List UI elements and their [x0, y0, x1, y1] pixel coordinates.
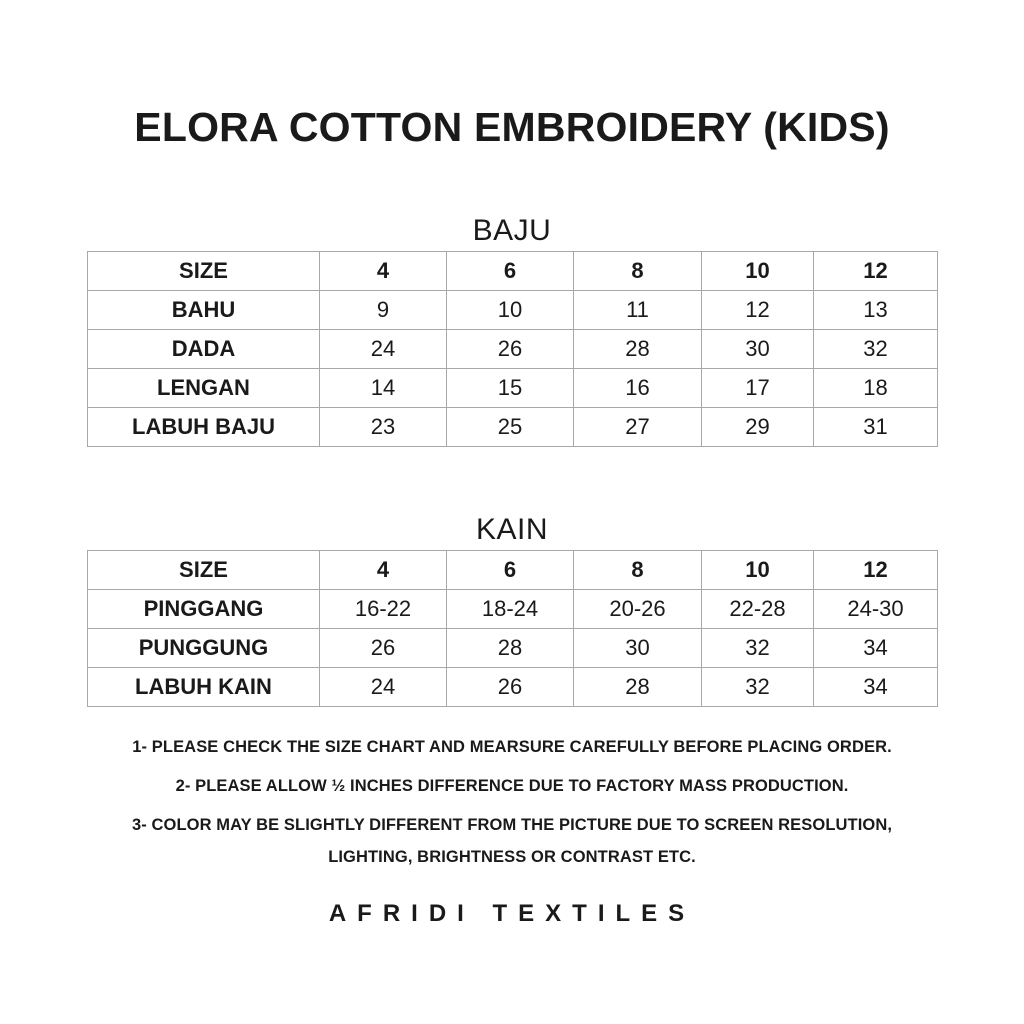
header-cell: 4 — [320, 551, 447, 590]
row-label: DADA — [88, 330, 320, 369]
table-cell: 28 — [447, 629, 574, 668]
table-row — [88, 330, 938, 369]
table-row — [88, 369, 938, 408]
table-cell: 11 — [574, 291, 702, 330]
table-cell: 31 — [814, 408, 938, 447]
header-cell: 12 — [814, 252, 938, 291]
table-cell: 20-26 — [574, 590, 702, 629]
table-row — [88, 629, 938, 668]
table-cell: 18 — [814, 369, 938, 408]
header-cell: SIZE — [88, 252, 320, 291]
header-cell: 10 — [702, 551, 814, 590]
header-cell: 12 — [814, 551, 938, 590]
table-cell: 30 — [574, 629, 702, 668]
header-cell: SIZE — [88, 551, 320, 590]
table-cell: 26 — [447, 330, 574, 369]
kain-section-title: KAIN — [475, 513, 549, 546]
table-cell: 22-28 — [702, 590, 814, 629]
row-label: PUNGGUNG — [88, 629, 320, 668]
row-label: LABUH KAIN — [88, 668, 320, 707]
table-cell: 28 — [574, 330, 702, 369]
header-cell: 6 — [447, 252, 574, 291]
table-cell: 34 — [814, 629, 938, 668]
table-cell: 29 — [702, 408, 814, 447]
table-cell: 17 — [702, 369, 814, 408]
table-cell: 25 — [447, 408, 574, 447]
table-cell: 24 — [320, 330, 447, 369]
note-line: 1- PLEASE CHECK THE SIZE CHART AND MEARSURE CAREFULLY BEFORE PLACING ORDER. — [132, 738, 892, 756]
header-cell: 8 — [574, 551, 702, 590]
row-label: LABUH BAJU — [88, 408, 320, 447]
table-cell: 27 — [574, 408, 702, 447]
header-cell: 10 — [702, 252, 814, 291]
table-header-row — [88, 252, 938, 291]
table-cell: 9 — [320, 291, 447, 330]
baju-size-table — [87, 251, 938, 447]
header-cell: 4 — [320, 252, 447, 291]
table-cell: 26 — [447, 668, 574, 707]
table-row — [88, 291, 938, 330]
table-cell: 24-30 — [814, 590, 938, 629]
row-label: LENGAN — [88, 369, 320, 408]
table-cell: 34 — [814, 668, 938, 707]
header-cell: 6 — [447, 551, 574, 590]
row-label: BAHU — [88, 291, 320, 330]
baju-section-title: BAJU — [472, 214, 552, 247]
table-cell: 16 — [574, 369, 702, 408]
kain-size-table — [87, 550, 938, 707]
table-cell: 26 — [320, 629, 447, 668]
table-cell: 10 — [447, 291, 574, 330]
table-cell: 32 — [702, 668, 814, 707]
table-row — [88, 668, 938, 707]
table-cell: 30 — [702, 330, 814, 369]
note-line: 3- COLOR MAY BE SLIGHTLY DIFFERENT FROM THE PICTURE DUE TO SCREEN RESOLUTION, — [131, 816, 893, 834]
brand-name: AFRIDI TEXTILES — [328, 900, 696, 927]
note-line: 2- PLEASE ALLOW ½ INCHES DIFFERENCE DUE TO FACTORY MASS PRODUCTION. — [175, 777, 849, 795]
table-cell: 28 — [574, 668, 702, 707]
header-cell: 8 — [574, 252, 702, 291]
table-cell: 14 — [320, 369, 447, 408]
table-cell: 13 — [814, 291, 938, 330]
table-cell: 32 — [814, 330, 938, 369]
table-cell: 23 — [320, 408, 447, 447]
table-row — [88, 590, 938, 629]
table-cell: 12 — [702, 291, 814, 330]
table-cell: 18-24 — [447, 590, 574, 629]
table-row — [88, 408, 938, 447]
table-cell: 15 — [447, 369, 574, 408]
table-header-row — [88, 551, 938, 590]
table-cell: 32 — [702, 629, 814, 668]
table-cell: 24 — [320, 668, 447, 707]
row-label: PINGGANG — [88, 590, 320, 629]
note-line: LIGHTING, BRIGHTNESS OR CONTRAST ETC. — [328, 848, 696, 866]
page-title: ELORA COTTON EMBROIDERY (KIDS) — [134, 104, 890, 150]
table-cell: 16-22 — [320, 590, 447, 629]
